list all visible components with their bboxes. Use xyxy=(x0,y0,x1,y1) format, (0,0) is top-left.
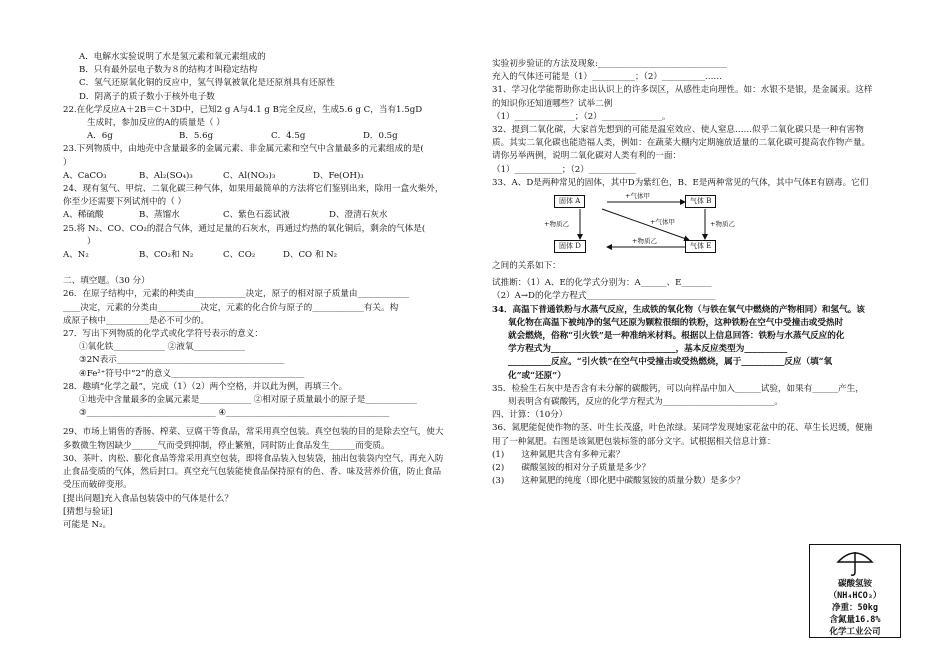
bag-company: 化学工业公司 xyxy=(829,627,881,637)
q32-line-2: 质。其实二氧化碳也能造福人类，例如：在蔬菜大棚内定期施放适量的二氧化碳可提高农作物产量。 xyxy=(492,138,871,149)
q25-text: 25.将 N₂、CO、CO₂的混合气体，通过足量的石灰水，再通过灼热的氧化铜后，剩余的气体是( xyxy=(63,223,426,234)
q22-text: 22.在化学反应A＋2B＝C＋3D中，已知2 g A与4.1 g B完全反应，生成5.6 g C，当有1.5gD xyxy=(63,104,423,115)
label-wuzhi-yi-left: +物质乙 xyxy=(544,220,569,229)
q31-line-1: 31、学习化学能帮助你走出认识上的许多误区，从感性走向理性。如：水银不是银，是金属汞。这样 xyxy=(492,85,873,96)
q33-ask-2: （2）A→D的化学方程式______________________________ xyxy=(492,291,716,302)
q28-line-3: ③______________________________ ④______________________________________ xyxy=(79,408,390,419)
q36-sub-2: (2) 碳酸氢铵的相对分子质量是多少？ xyxy=(492,463,651,474)
q27-line-4: ④Fe²⁺符号中“2”的意义_______________________________ xyxy=(79,368,305,379)
q30-possible: 可能是 N₂。 xyxy=(63,519,112,530)
q23-option-d: D、Fe(OH)₃ xyxy=(313,170,364,181)
q23-option-a: A、CaCO₃ xyxy=(63,170,107,181)
q27-line-1: 27．写出下列物质的化学式或化学符号表示的意义： xyxy=(63,329,263,340)
q26-line-1: 26．在原子结构中，元素的种类由____________决定，原子的相对原子质量由____________ xyxy=(63,289,410,300)
label-gas-jia-diag: +气体甲 xyxy=(650,218,675,227)
umbrella-icon xyxy=(835,548,875,578)
q24-options xyxy=(63,209,485,222)
label-wuzhi-yi-right: +物质乙 xyxy=(710,220,735,229)
q34-line-5: __________反应。“引火铁”在空气中受撞击或受热燃烧，属于__________反应（填“氧 xyxy=(508,357,833,368)
q22-option-d: D．0.5g xyxy=(363,131,398,142)
section-calc-title: 四、计算：（10分） xyxy=(492,410,568,421)
q25-option-d: D、CO 和 N₂ xyxy=(283,250,338,261)
q26-line-2: ____决定，元素的分类由__________决定，元素的化合价与原子的____________有关。构 xyxy=(63,302,399,313)
node-gas-b: 气体 B xyxy=(685,195,716,208)
q22-text-2: 生成时，参加反应的A的质量是（ ） xyxy=(87,118,225,129)
q30-line-1: 30、茶叶、肉松、膨化食品等常采用真空包装，即将食品装入包装袋，抽出包装袋内空气，再充入防 xyxy=(63,453,444,464)
q22-option-c: C．4.5g xyxy=(271,131,306,142)
q23-text: 23.下列物质中，由地壳中含量最多的金属元素、非金属元素和空气中含量最多的元素组成的是( xyxy=(63,144,424,155)
q30-hypothesis: [猜想与验证] xyxy=(63,506,113,517)
bag-product-name: 碳酸氢铵 xyxy=(837,579,872,589)
q25-option-c: C、CO₂ xyxy=(223,250,256,261)
left-column xyxy=(63,51,485,532)
q33-ask-1: 试推断：（1）A、E的化学式分别为：A______、E_______ xyxy=(492,278,712,289)
q23-options xyxy=(63,170,485,183)
label-wuzhi-yi-bottom: +物质乙 xyxy=(632,237,657,246)
q24-text: 24、现有氢气、甲烷、二氧化碳三种气体，如果用最简单的方法将它们鉴别出来，除用一盒火柴外， xyxy=(63,184,444,195)
q34-line-2: 氧化物在高温下被纯净的氢气还原为颗粒很细的铁粉，这种铁粉在空气中受撞击或受热时 xyxy=(508,317,844,328)
q23-option-c: C、Al(NO₃)₃ xyxy=(223,170,276,181)
q32-line-3: 请你另举两例，说明二氧化碳对人类有利的一面： xyxy=(492,151,682,162)
q30-method-line: 实验初步验证的方法及现象:______________________________ xyxy=(492,59,727,69)
q28-line-1: 28．趣填“化学之最”，完成（1）（2）两个空格，并以此为例，再填三个。 xyxy=(63,381,348,392)
q24-option-a: A、稀硫酸 xyxy=(63,210,104,221)
q36-line-2: 用了一种氮肥。右图是该氮肥包装标签的部分文字。试根据相关信息计算： xyxy=(492,436,776,447)
q28-line-2: ①地壳中含量最多的金属元素是____________ ②相对原子质量最小的原子是____________ xyxy=(79,395,417,406)
q25-option-a: A、N₂ xyxy=(63,250,89,261)
q34-line-6: 化”或“还原”） xyxy=(508,370,566,381)
bag-formula: （NH₄HCO₃） xyxy=(828,591,882,601)
q30-other-gas-line: 充入的气体还可能是（1）__________；（2）__________…… xyxy=(492,72,723,83)
q34-line-4: 学方程式为_____________________________，基本反应类型为__________ xyxy=(508,344,788,355)
bag-nitrogen-content: 含氮量16.8% xyxy=(829,615,881,625)
node-gas-e: 气体 E xyxy=(685,240,716,253)
q33-relation-diagram xyxy=(492,192,912,258)
arrow-a-to-e xyxy=(602,209,689,240)
fertilizer-bag-label xyxy=(809,544,901,638)
q29-line-2: 多数微生物因缺少______气而受到抑制，停止繁殖，同时防止食品发生______而变质。 xyxy=(63,440,390,451)
q30-line-3: 受压而破碎变形。 xyxy=(63,480,132,491)
bag-net-weight: 净重：50kg xyxy=(832,603,878,613)
q30-line-2: 止食品变质的气体，然后封口。真空充气包装能使食品保持原有的色、香、味及营养价值，防止食品 xyxy=(63,467,442,478)
q21-option-c: C．氢气还原氧化铜的反应中，氢气得氧被氧化是还原剂具有还原性 xyxy=(79,78,335,89)
q36-sub-3: (3) 这种氮肥的纯度（即化肥中碳酸氢铵的质量分数）是多少？ xyxy=(492,476,745,487)
node-solid-a: 固体 A xyxy=(554,195,585,208)
q21-option-d: D．阴离子的质子数小于核外电子数 xyxy=(79,91,215,102)
q35-line-1: 35．检验生石灰中是否含有未分解的碳酸钙，可以向样品中加入______试验，如果有______产生， xyxy=(492,383,864,394)
q27-line-2: ①氧化铁____________ ②液氧____________ xyxy=(79,342,246,353)
q31-line-2: 的知识你还知道哪些？试举二例 xyxy=(492,98,613,109)
q36-line-1: 36、氮肥能促使作物的茎、叶生长茂盛，叶色浓绿。某同学发现她家花盆中的花、草生长迟缓，便施 xyxy=(492,423,873,434)
node-solid-d: 固体 D xyxy=(554,240,586,253)
q23-option-b: B、Al₂(SO₄)₃ xyxy=(139,170,193,181)
q24-text-2: 你至少还需要下列试剂中的（ ） xyxy=(63,197,187,208)
q22-options xyxy=(63,130,485,143)
label-gas-jia-top: +气体甲 xyxy=(625,192,650,201)
q22-option-a: A．6g xyxy=(87,131,113,142)
q27-line-3: ③2N表示_______________________________________ xyxy=(79,355,285,366)
q33-after: 之间的关系如下： xyxy=(492,261,561,272)
q26-line-3: 成原子核中__________是必不可少的。 xyxy=(63,315,210,326)
q24-option-b: B、蒸馏水 xyxy=(139,210,180,221)
q24-option-d: D、澄清石灰水 xyxy=(329,210,388,221)
section-fill-in-title: 二、填空题。（30 分） xyxy=(63,276,150,287)
q21-option-b: B．只有最外层电子数为８的结构才叫稳定结构 xyxy=(79,65,258,76)
q35-line-2: 则表明含有碳酸钙，反应的化学方程式为__________________________。 xyxy=(508,397,784,408)
q24-option-c: C、紫色石蕊试液 xyxy=(223,210,290,221)
q34-line-3: 就会燃烧，俗称“引火铁”是一种准纳米材料。根据以上信息回答：铁粉与水蒸气反应的化 xyxy=(508,331,845,342)
q22-option-b: B．5.6g xyxy=(179,131,214,142)
q36-sub-1: (1) 这种氮肥共含有多种元素？ xyxy=(492,449,625,460)
q25-text-2: ） xyxy=(87,236,96,247)
q32-line-1: 32、提到二氧化碳，大家首先想到的可能是温室效应、使人窒息……似乎二氧化碳只是一种有害物 xyxy=(492,125,864,136)
right-column xyxy=(492,58,912,637)
q33-line-1: 33、A、D是两种常见的固体，其中D为紫红色，B、E是两种常见的气体，其中气体E有剧毒。它们 xyxy=(492,177,869,188)
q25-option-b: B、CO₂和 N₂ xyxy=(139,250,194,261)
q25-options xyxy=(63,249,485,262)
q34-line-1: 34．高温下普通铁粉与水蒸气反应，生成铁的氧化物（与铁在氧气中燃烧的产物相同）和氢气。该 xyxy=(492,304,865,315)
q30-question: [提出问题]充入食品包装袋中的气体是什么？ xyxy=(63,493,233,504)
q32-line-4: （1）___________；（2）___________ xyxy=(492,164,637,175)
q21-option-a: A．电解水实验说明了水是氢元素和氧元素组成的 xyxy=(79,52,266,62)
q29-line-1: 29、市场上销售的香肠、榨菜、豆腐干等食品，常采用真空包装。真空包装的目的是除去空气，使大 xyxy=(63,427,444,438)
q23-text-2: ） xyxy=(63,157,72,168)
q31-line-3: （1）______________；（2）______________。 xyxy=(492,111,671,122)
